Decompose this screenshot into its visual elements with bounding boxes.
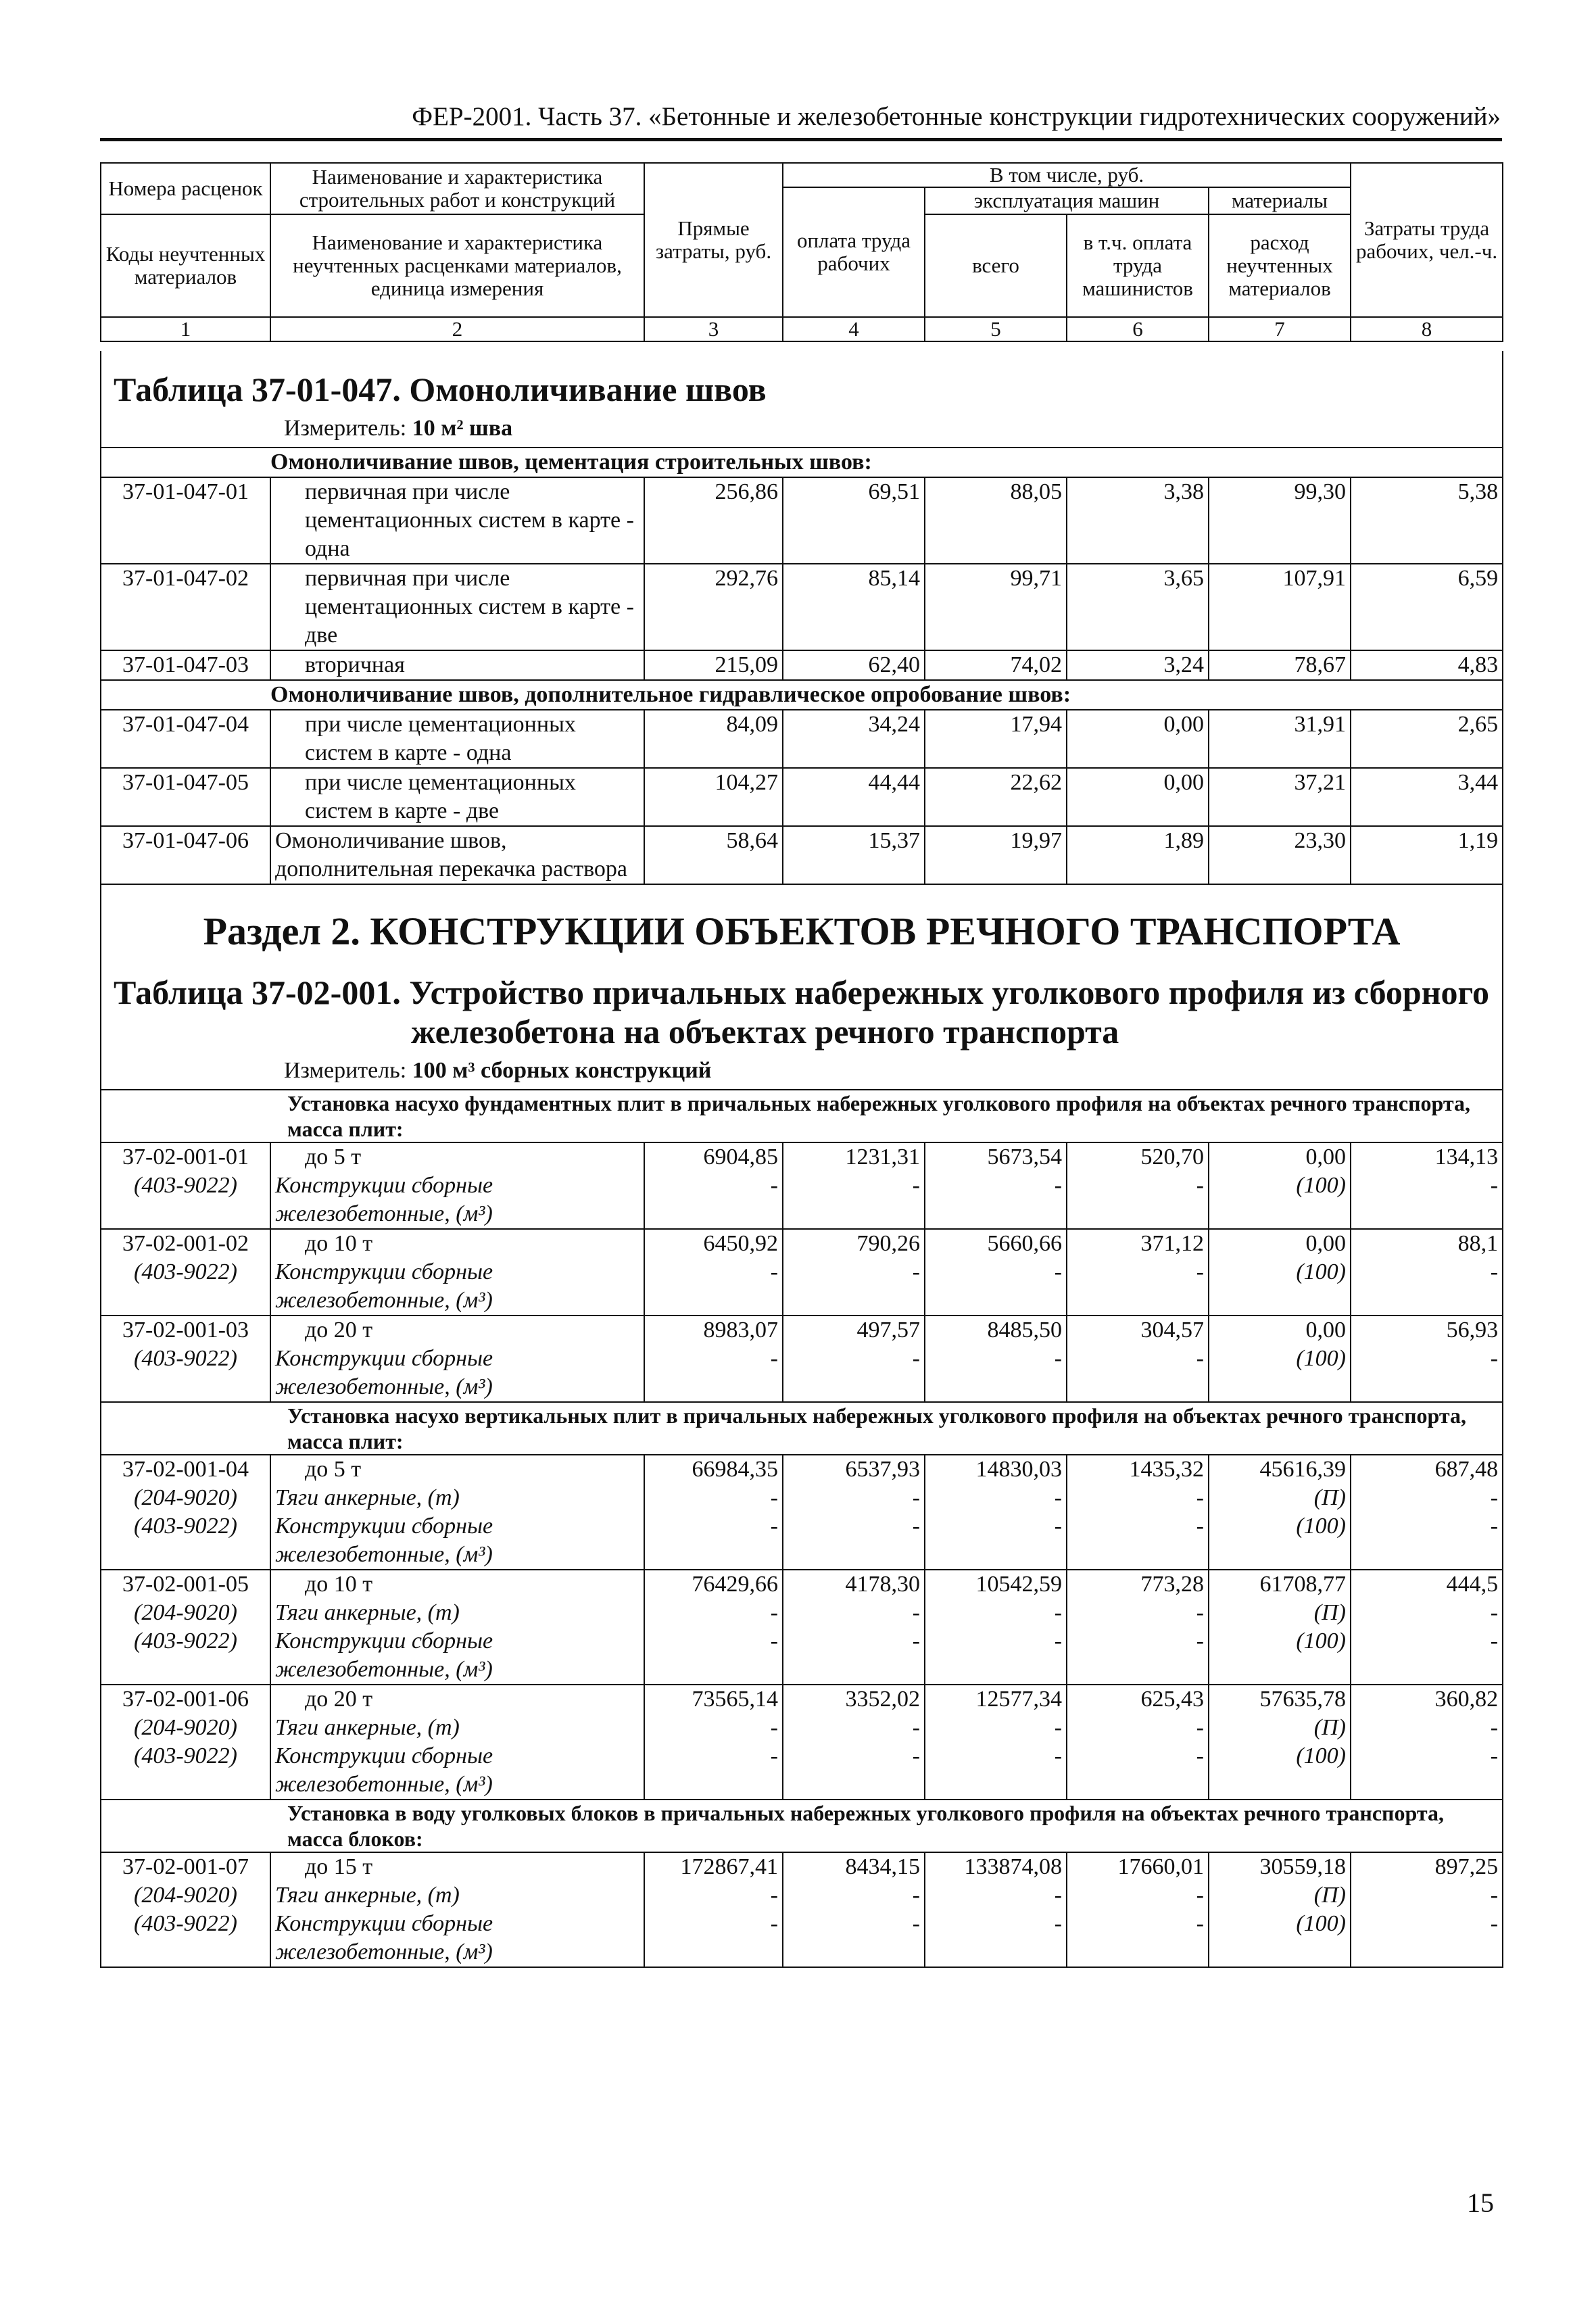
labor-pay: 85,14: [783, 564, 925, 650]
direct-costs: 172867,41 - -: [644, 1852, 783, 1967]
machinist-pay: 304,57 -: [1067, 1316, 1209, 1402]
machinist-pay: 3,65: [1067, 564, 1209, 650]
machinist-pay: 520,70 -: [1067, 1142, 1209, 1229]
table1-group-heading: Омоноличивание швов, дополнительное гидравлическое опробование швов:: [101, 680, 1503, 710]
labor-pay: 1231,31 -: [783, 1142, 925, 1229]
table-row: [101, 650, 1503, 680]
direct-costs: 104,27: [644, 768, 783, 826]
table1-group-heading: Омоноличивание швов, цементация строительных швов:: [101, 448, 1503, 477]
rate-code: 37-01-047-05: [101, 768, 270, 826]
table2-group-heading: Установка в воду уголковых блоков в причальных набережных уголкового профиля на объектах речного транспорта, масса блоков:: [101, 1800, 1503, 1852]
rate-code: 37-02-001-02 (403-9022): [101, 1229, 270, 1316]
machinist-pay: 0,00: [1067, 710, 1209, 768]
rate-name: до 20 т Тяги анкерные, (т) Конструкции сборные железобетонные, (м³): [270, 1685, 644, 1800]
rate-code: 37-02-001-06 (204-9020) (403-9022): [101, 1685, 270, 1800]
rate-code: 37-01-047-02: [101, 564, 270, 650]
labor-pay: 34,24: [783, 710, 925, 768]
rate-name: до 10 т Тяги анкерные, (т) Конструкции сборные железобетонные, (м³): [270, 1570, 644, 1685]
labor-pay: 497,57 -: [783, 1316, 925, 1402]
materials: 78,67: [1209, 650, 1351, 680]
labor-hours: 360,82 - -: [1351, 1685, 1503, 1800]
section2-heading-block: [101, 884, 1503, 1090]
materials: 23,30: [1209, 826, 1351, 884]
section-title: Раздел 2. КОНСТРУКЦИИ ОБЪЕКТОВ РЕЧНОГО ТРАНСПОРТА: [203, 909, 1401, 953]
machinist-pay: 1435,32 - -: [1067, 1455, 1209, 1570]
machines-total: 88,05: [925, 477, 1067, 564]
labor-hours: 897,25 - -: [1351, 1852, 1503, 1967]
machines-total: 12577,34 - -: [925, 1685, 1067, 1800]
rate-code: 37-02-001-07 (204-9020) (403-9022): [101, 1852, 270, 1967]
rate-name: до 10 т Конструкции сборные железобетонные, (м³): [270, 1229, 644, 1316]
labor-hours: 6,59: [1351, 564, 1503, 650]
table1-heading-block: [101, 351, 1503, 448]
labor-hours: 4,83: [1351, 650, 1503, 680]
labor-hours: 134,13 -: [1351, 1142, 1503, 1229]
direct-costs: 215,09: [644, 650, 783, 680]
direct-costs: 292,76: [644, 564, 783, 650]
col-header-machines-total: всего: [925, 214, 1067, 317]
machinist-pay: 371,12 -: [1067, 1229, 1209, 1316]
col-number: 6: [1067, 317, 1209, 341]
machines-total: 8485,50 -: [925, 1316, 1067, 1402]
rate-name: до 15 т Тяги анкерные, (т) Конструкции сборные железобетонные, (м³): [270, 1852, 644, 1967]
col-number: 4: [783, 317, 925, 341]
labor-pay: 44,44: [783, 768, 925, 826]
table2-group-heading: Установка насухо фундаментных плит в причальных набережных уголкового профиля на объектах речного транспорта, масса плит:: [101, 1090, 1503, 1142]
labor-hours: 5,38: [1351, 477, 1503, 564]
column-header-table: [100, 162, 1503, 342]
machines-total: 10542,59 - -: [925, 1570, 1067, 1685]
machines-total: 99,71: [925, 564, 1067, 650]
labor-hours: 1,19: [1351, 826, 1503, 884]
machinist-pay: 1,89: [1067, 826, 1209, 884]
table-row: [101, 564, 1503, 650]
direct-costs: 6450,92 -: [644, 1229, 783, 1316]
table2-title: Таблица 37-02-001. Устройство причальных набережных уголкового профиля из сборного железобетона на объектах речного транспорта: [114, 973, 1489, 1051]
rate-name: при числе цементационных систем в карте - одна: [270, 710, 644, 768]
materials: 37,21: [1209, 768, 1351, 826]
rate-name: вторичная: [270, 650, 644, 680]
direct-costs: 58,64: [644, 826, 783, 884]
machines-total: 17,94: [925, 710, 1067, 768]
col-number: 5: [925, 317, 1067, 341]
labor-pay: 6537,93 - -: [783, 1455, 925, 1570]
header-rule: [100, 138, 1502, 141]
machinist-pay: 625,43 - -: [1067, 1685, 1209, 1800]
rate-name: первичная при числе цементационных систем в карте - одна: [270, 477, 644, 564]
col-header-work-name: Наименование и характеристика строительных работ и конструкций: [270, 163, 644, 214]
table-row: [101, 1142, 1503, 1229]
table-row: [101, 1685, 1503, 1800]
machines-total: 14830,03 - -: [925, 1455, 1067, 1570]
table-row: [101, 1229, 1503, 1316]
col-number: 1: [101, 317, 270, 341]
materials: 0,00 (100): [1209, 1142, 1351, 1229]
table-row: [101, 710, 1503, 768]
col-header-material-codes: Коды неучтенных материалов: [101, 214, 270, 317]
col-number: 8: [1351, 317, 1503, 341]
col-header-materials: материалы: [1209, 187, 1351, 214]
col-header-machines: эксплуатация машин: [925, 187, 1209, 214]
materials: 0,00 (100): [1209, 1316, 1351, 1402]
rate-code: 37-01-047-01: [101, 477, 270, 564]
rate-code: 37-02-001-03 (403-9022): [101, 1316, 270, 1402]
materials: 31,91: [1209, 710, 1351, 768]
col-header-labor-pay: оплата труда рабочих: [783, 187, 925, 317]
rate-code: 37-02-001-05 (204-9020) (403-9022): [101, 1570, 270, 1685]
materials: 61708,77 (П) (100): [1209, 1570, 1351, 1685]
table-row: [101, 1570, 1503, 1685]
direct-costs: 66984,35 - -: [644, 1455, 783, 1570]
labor-pay: 15,37: [783, 826, 925, 884]
table1-title: Таблица 37-01-047. Омоноличивание швов: [114, 370, 767, 408]
materials: 99,30: [1209, 477, 1351, 564]
materials: 0,00 (100): [1209, 1229, 1351, 1316]
machinist-pay: 3,24: [1067, 650, 1209, 680]
rate-code: 37-02-001-01 (403-9022): [101, 1142, 270, 1229]
col-header-direct-costs: Прямые затраты, руб.: [644, 163, 783, 317]
direct-costs: 76429,66 - -: [644, 1570, 783, 1685]
materials: 30559,18 (П) (100): [1209, 1852, 1351, 1967]
col-number: 7: [1209, 317, 1351, 341]
machinist-pay: 0,00: [1067, 768, 1209, 826]
machinist-pay: 17660,01 - -: [1067, 1852, 1209, 1967]
direct-costs: 8983,07 -: [644, 1316, 783, 1402]
table-row: [101, 477, 1503, 564]
labor-pay: 3352,02 - -: [783, 1685, 925, 1800]
table-row: [101, 826, 1503, 884]
table2-measure: Измеритель: 100 м³ сборных конструкций: [284, 1058, 712, 1083]
rate-code: 37-01-047-03: [101, 650, 270, 680]
machines-total: 22,62: [925, 768, 1067, 826]
labor-pay: 790,26 -: [783, 1229, 925, 1316]
labor-pay: 4178,30 - -: [783, 1570, 925, 1685]
col-header-material-names: Наименование и характеристика неучтенных расценками материалов, единица измерения: [270, 214, 644, 317]
labor-hours: 687,48 - -: [1351, 1455, 1503, 1570]
machines-total: 74,02: [925, 650, 1067, 680]
rate-name: при числе цементационных систем в карте - две: [270, 768, 644, 826]
rate-name: первичная при числе цементационных систем в карте - две: [270, 564, 644, 650]
materials: 45616,39 (П) (100): [1209, 1455, 1351, 1570]
labor-pay: 69,51: [783, 477, 925, 564]
direct-costs: 256,86: [644, 477, 783, 564]
running-header: ФЕР-2001. Часть 37. «Бетонные и железобетонные конструкции гидротехнических сооружений»: [412, 102, 1501, 131]
table-row: [101, 1316, 1503, 1402]
machinist-pay: 773,28 - -: [1067, 1570, 1209, 1685]
rate-code: 37-01-047-06: [101, 826, 270, 884]
table-row: [101, 1852, 1503, 1967]
table-row: [101, 1455, 1503, 1570]
col-header-machinist-pay: в т.ч. оплата труда машинистов: [1067, 214, 1209, 317]
labor-pay: 8434,15 - -: [783, 1852, 925, 1967]
materials: 107,91: [1209, 564, 1351, 650]
labor-pay: 62,40: [783, 650, 925, 680]
page-number: 15: [1467, 2188, 1494, 2218]
rates-table: [100, 351, 1503, 1968]
materials: 57635,78 (П) (100): [1209, 1685, 1351, 1800]
labor-hours: 2,65: [1351, 710, 1503, 768]
table1-measure: Измеритель: 10 м² шва: [284, 416, 513, 441]
machinist-pay: 3,38: [1067, 477, 1209, 564]
labor-hours: 56,93 -: [1351, 1316, 1503, 1402]
direct-costs: 73565,14 - -: [644, 1685, 783, 1800]
labor-hours: 88,1 -: [1351, 1229, 1503, 1316]
rate-code: 37-01-047-04: [101, 710, 270, 768]
labor-hours: 444,5 - -: [1351, 1570, 1503, 1685]
rate-name: Омоноличивание швов, дополнительная перекачка раствора: [270, 826, 644, 884]
col-number: 3: [644, 317, 783, 341]
rate-code: 37-02-001-04 (204-9020) (403-9022): [101, 1455, 270, 1570]
rate-name: до 5 т Тяги анкерные, (т) Конструкции сборные железобетонные, (м³): [270, 1455, 644, 1570]
machines-total: 19,97: [925, 826, 1067, 884]
col-header-labor-cost: Затраты труда рабочих, чел.-ч.: [1351, 163, 1503, 317]
col-number: 2: [270, 317, 644, 341]
machines-total: 5660,66 -: [925, 1229, 1067, 1316]
col-header-incl: В том числе, руб.: [783, 163, 1351, 187]
machines-total: 133874,08 - -: [925, 1852, 1067, 1967]
table-row: [101, 768, 1503, 826]
rate-name: до 5 т Конструкции сборные железобетонные, (м³): [270, 1142, 644, 1229]
table2-group-heading: Установка насухо вертикальных плит в причальных набережных уголкового профиля на объектах речного транспорта, масса плит:: [101, 1402, 1503, 1455]
direct-costs: 6904,85 -: [644, 1142, 783, 1229]
labor-hours: 3,44: [1351, 768, 1503, 826]
direct-costs: 84,09: [644, 710, 783, 768]
col-header-rate-number: Номера расценок: [101, 163, 270, 214]
rate-name: до 20 т Конструкции сборные железобетонные, (м³): [270, 1316, 644, 1402]
machines-total: 5673,54 -: [925, 1142, 1067, 1229]
col-header-unaccounted-materials: расход неучтенных материалов: [1209, 214, 1351, 317]
